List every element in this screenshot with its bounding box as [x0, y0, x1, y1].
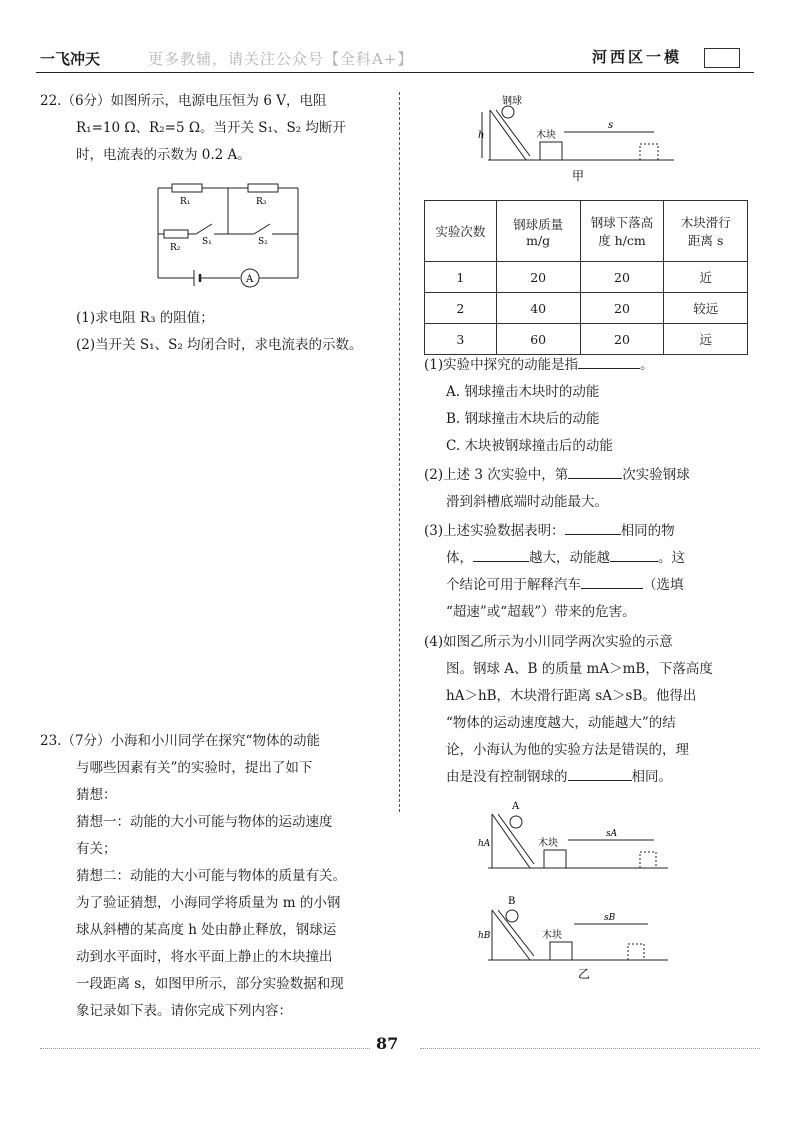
table-cell: 远 — [664, 324, 748, 355]
header-mass: 钢球质量 — [513, 216, 564, 232]
header-height-unit: 度 h/cm — [598, 233, 646, 248]
yi-ha-label: hA — [478, 839, 491, 849]
q23-method-5: 象记录如下表。请你完成下列内容： — [76, 1003, 292, 1019]
q4-line-6 — [446, 764, 672, 791]
q3-blank-1[interactable] — [565, 520, 621, 535]
q3-line-2 — [446, 545, 685, 572]
corner-stamp — [704, 48, 740, 68]
q4-line-4: “物体的运动速度越大，动能越大”的结 — [446, 715, 676, 731]
table-cell: 3 — [425, 324, 497, 355]
figure-jia — [478, 92, 698, 184]
table-cell: 20 — [580, 293, 664, 324]
label-s1: S₁ — [202, 237, 212, 247]
experiment-table — [424, 200, 748, 355]
label-s2: S₂ — [258, 237, 268, 247]
yi-block-a-label: 木块 — [538, 838, 558, 849]
header-mass-unit: m/g — [526, 232, 551, 248]
q4-line-3: hA＞hB，木块滑行距离 sA＞sB。他得出 — [446, 688, 697, 704]
q22-part-1: (1)求电阻 R₃ 的阻值； — [76, 310, 214, 326]
q1-text: (1)实验中探究的动能是指 — [424, 357, 579, 373]
q3-blank-4[interactable] — [581, 574, 643, 589]
q2-text-a: (2)上述 3 次实验中，第 — [424, 467, 569, 483]
yi-sb-label: sB — [604, 913, 616, 923]
table-cell: 1 — [425, 262, 497, 293]
q4-blank[interactable] — [568, 766, 632, 781]
q22-part-2: (2)当开关 S₁、S₂ 均闭合时，求电流表的示数。 — [76, 337, 363, 353]
q23-guess1-line-1: 猜想一：动能的大小可能与物体的运动速度 — [76, 814, 333, 830]
q4-line-1: (4)如图乙所示为小川同学两次实验的示意 — [424, 634, 673, 650]
q23-guess2: 猜想二：动能的大小可能与物体的质量有关。 — [76, 868, 346, 884]
q23-line-3: 猜想： — [76, 787, 117, 803]
brand-logo: 一飞冲天 — [40, 50, 101, 68]
table-cell: 40 — [496, 293, 580, 324]
yi-ball-b-label: B — [508, 896, 516, 907]
footer-rule-left — [40, 1048, 370, 1049]
watermark-notice: 更多教辅，请关注公众号【全科A+】 — [148, 50, 414, 68]
table-cell: 近 — [664, 262, 748, 293]
section-title: 河西区一模 — [592, 48, 683, 66]
header-height: 钢球下落高 — [590, 215, 654, 230]
q23-line-2: 与哪些因素有关”的实验时，提出了如下 — [76, 760, 313, 776]
q2-line-2: 滑到斜槽底端时动能最大。 — [446, 494, 608, 510]
q23-line-1: 23.（7分）小海和小川同学在探究“物体的动能 — [40, 733, 320, 749]
q23-method-4: 一段距离 s，如图甲所示，部分实验数据和现 — [76, 976, 344, 992]
q4-text-a: 由是没有控制钢球的 — [446, 769, 568, 785]
q23-method-1: 为了验证猜想，小海同学将质量为 m 的小钢 — [76, 895, 341, 911]
yi-hb-label: hB — [478, 931, 491, 941]
jia-ball-label: 钢球 — [502, 96, 522, 107]
header-trial: 实验次数 — [435, 224, 486, 239]
figure-yi — [478, 800, 678, 982]
label-r1: R₁ — [180, 197, 191, 207]
footer-rule-right — [420, 1048, 760, 1049]
q3-text-g: （选填 — [643, 577, 684, 593]
q22-line-1: 22.（6分）如图所示，电源电压恒为 6 V，电阻 — [40, 93, 327, 109]
label-r2: R₂ — [170, 243, 181, 253]
table-header-row — [425, 201, 748, 262]
q2-text-b: 次实验钢球 — [622, 467, 690, 483]
yi-ball-a-label: A — [512, 801, 520, 812]
q2-line-1 — [424, 462, 690, 489]
table-cell: 较远 — [664, 293, 748, 324]
q1-end: 。 — [640, 357, 654, 373]
q3-text-c: 体， — [446, 550, 473, 566]
table-row — [425, 262, 748, 293]
q23-guess1-line-2: 有关； — [76, 841, 117, 857]
q23-method-2: 球从斜槽的某高度 h 处由静止释放，钢球运 — [76, 922, 337, 938]
jia-block-label: 木块 — [536, 130, 556, 141]
q3-line-1 — [424, 518, 675, 545]
label-r3: R₃ — [256, 197, 267, 207]
yi-sa-label: sA — [606, 829, 618, 839]
page-number: 87 — [376, 1034, 399, 1053]
q4-line-5: 论，小海认为他的实验方法是错误的，理 — [446, 742, 689, 758]
table-row — [425, 324, 748, 355]
option-a: A. 钢球撞击木块时的动能 — [446, 384, 600, 400]
q1-blank[interactable] — [578, 354, 640, 369]
q3-text-b: 相同的物 — [620, 523, 675, 539]
q3-text-a: (3)上述实验数据表明： — [424, 523, 565, 539]
table-cell: 20 — [496, 262, 580, 293]
q3-line-3 — [446, 572, 684, 599]
table-cell: 60 — [496, 324, 580, 355]
ammeter-icon: A — [246, 274, 254, 285]
header-distance-unit: 距离 s — [688, 233, 724, 248]
table-cell: 2 — [425, 293, 497, 324]
yi-caption: 乙 — [578, 967, 591, 981]
q4-text-b: 相同。 — [631, 769, 672, 785]
table-cell: 20 — [580, 262, 664, 293]
q3-line-4: “超速”或“超载”）带来的危害。 — [446, 604, 636, 620]
table-row — [425, 293, 748, 324]
jia-s-label: s — [608, 120, 614, 131]
q4-line-2: 图。钢球 A、B 的质量 mA＞mB，下落高度 — [446, 661, 713, 677]
option-c: C. 木块被钢球撞击后的动能 — [446, 438, 613, 454]
q3-blank-2[interactable] — [473, 547, 529, 562]
q3-text-e: 。这 — [658, 550, 685, 566]
q3-text-d: 越大，动能越 — [529, 550, 610, 566]
jia-h-label: h — [478, 130, 485, 141]
q3-blank-3[interactable] — [610, 547, 658, 562]
table-cell: 20 — [580, 324, 664, 355]
q23-method-3: 动到水平面时，将水平面上静止的木块撞出 — [76, 949, 333, 965]
q1-line — [424, 352, 654, 379]
q2-blank[interactable] — [568, 464, 622, 479]
circuit-diagram — [150, 178, 310, 298]
option-b: B. 钢球撞击木块后的动能 — [446, 411, 600, 427]
header-distance: 木块滑行 — [680, 215, 731, 230]
column-divider — [399, 92, 400, 812]
q22-line-2: R₁=10 Ω、R₂=5 Ω。当开关 S₁、S₂ 均断开 — [76, 120, 346, 136]
q22-line-3: 时，电流表的示数为 0.2 A。 — [76, 147, 251, 163]
jia-caption: 甲 — [572, 169, 585, 183]
yi-block-b-label: 木块 — [542, 930, 562, 941]
header-rule — [36, 72, 754, 73]
q3-text-f: 个结论可用于解释汽车 — [446, 577, 581, 593]
